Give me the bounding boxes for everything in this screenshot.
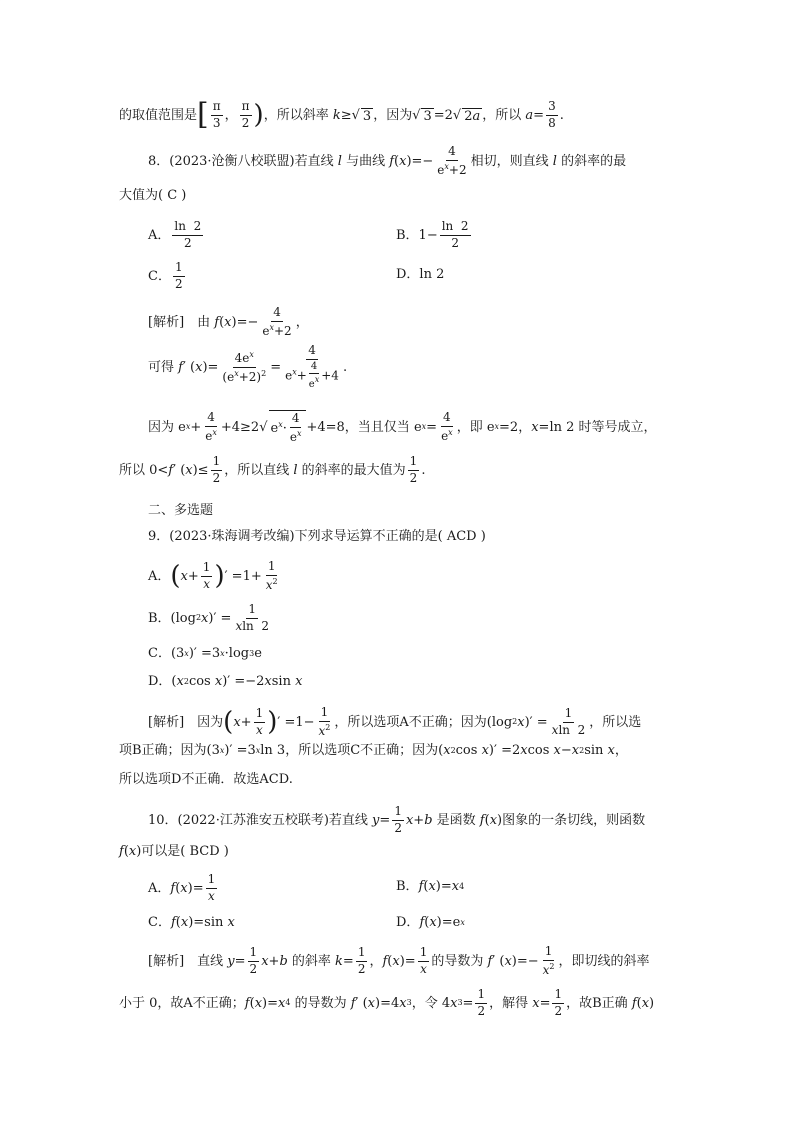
option-9a: A． ( x + $\frac{1}{x}$ ) ′ =1+ $\frac{1}{x^2}$ (148, 559, 278, 592)
text-line-1: 的取值范围是 [ $\frac{\pi}{3}$ ， $\frac{\pi}{2}$ ) ，所以斜率 k ≥√ 3 ，因为√ 3 =2√ 2a ，所以 a = $\frac{3}{8}$ . (119, 97, 564, 133)
analysis-8-line-1: [解析] 由 f ( x )=− $\frac{4}{e^x+2}$ ， (148, 305, 309, 338)
section-title-multiple-choice: 二、多选题 (148, 502, 214, 517)
analysis-8-line-3: 因为 e x + $\frac{4}{e^x}$ +4≥2√ $e^x\cdot$ $\frac{4}{e^x}$ +4=8，当且仅当 e x = $\frac{4}{e^x}$ ，即 e x =2， x =ln 2 时等号成立， (148, 410, 657, 444)
option-8d: D．ln 2 (396, 267, 445, 282)
analysis-8-line-4: 所以 0< f ′ ( x )≤ $\frac{1}{2}$ ，所以直线 l 的斜率的最大值为 $\frac{1}{2}$ . (119, 454, 426, 485)
page-text-source (0, 0, 1, 1)
option-10d: D． f ( x )=e x (396, 915, 465, 930)
question-8-answer: 大值为( C ) (119, 188, 187, 203)
analysis-8-line-2: 可得 f ′ ( x )= $\frac{4e^x}{(e^x+2)^2}$ = 4 $e^x+$ $\frac{4}{e^x}$ +4 . (148, 343, 348, 391)
analysis-10-line-2: 小于 0，故A不正确； f ( x )= x 4 的导数为 f ′ ( x )=4 x 3 ，令 4 x 3 = $\frac{1}{2}$ ，解得 x = $\frac{1}{2}$ ，故B正确 f ( x ) (119, 987, 655, 1018)
option-9d: D．( x 2 cos x )′ =−2 x sin x (148, 674, 303, 689)
question-8-stem: 8．(2023·沧衡八校联盟)若直线 l 与曲线 f ( x )=− $\frac{4}{e^x+2}$ 相切，则直线 l 的斜率的最 (148, 144, 627, 177)
analysis-9-line-1: [解析] 因为 ( x + $\frac{1}{x}$ ) ′ =1− $\frac{1}{x^2}$ ，所以选项A不正确；因为(log 2 x )′ = $\frac{1}{xln 2}$ ，所以选 (148, 705, 642, 738)
option-9b: B．(log 2 x )′ = $\frac{1}{xln 2}$ (148, 602, 270, 633)
analysis-9-line-3: 所以选项D不正确．故选ACD. (119, 772, 293, 787)
question-10-answer: f ( x )可以是( BCD ) (119, 844, 229, 859)
option-10a: A． f ( x )= $\frac{1}{x}$ (148, 872, 216, 903)
option-10c: C． f ( x )=sin x (148, 915, 235, 930)
analysis-10-line-1: [解析] 直线 y = $\frac{1}{2}$ x + b 的斜率 k = $\frac{1}{2}$ ， f ( x )= $\frac{1}{x}$ 的导数为 f ′ ( x )=− $\frac{1}{x^2}$ ，即切线的斜率 (148, 944, 650, 977)
option-8c: C． $\frac{1}{2}$ (148, 260, 183, 291)
option-9c: C．(3 x )′ =3 x ·log 3 e (148, 646, 262, 661)
option-10b: B． f ( x )= x 4 (396, 879, 465, 894)
option-8b: B．1− $\frac{\ln 2}{2}$ (396, 219, 469, 250)
analysis-9-line-2: 项B正确；因为(3 x )′ =3 x ln 3，所以选项C不正确；因为( x 2 cos x )′ =2 x cos x − x 2 sin x ， (119, 743, 628, 758)
option-8a: A． $\frac{\ln 2}{2}$ (148, 219, 202, 250)
question-10-stem: 10．(2022·江苏淮安五校联考)若直线 y = $\frac{1}{2}$ x + b 是函数 f ( x )图象的一条切线，则函数 (148, 804, 646, 835)
question-9-stem: 9．(2023·珠海调考改编)下列求导运算不正确的是( ACD ) (148, 529, 486, 544)
